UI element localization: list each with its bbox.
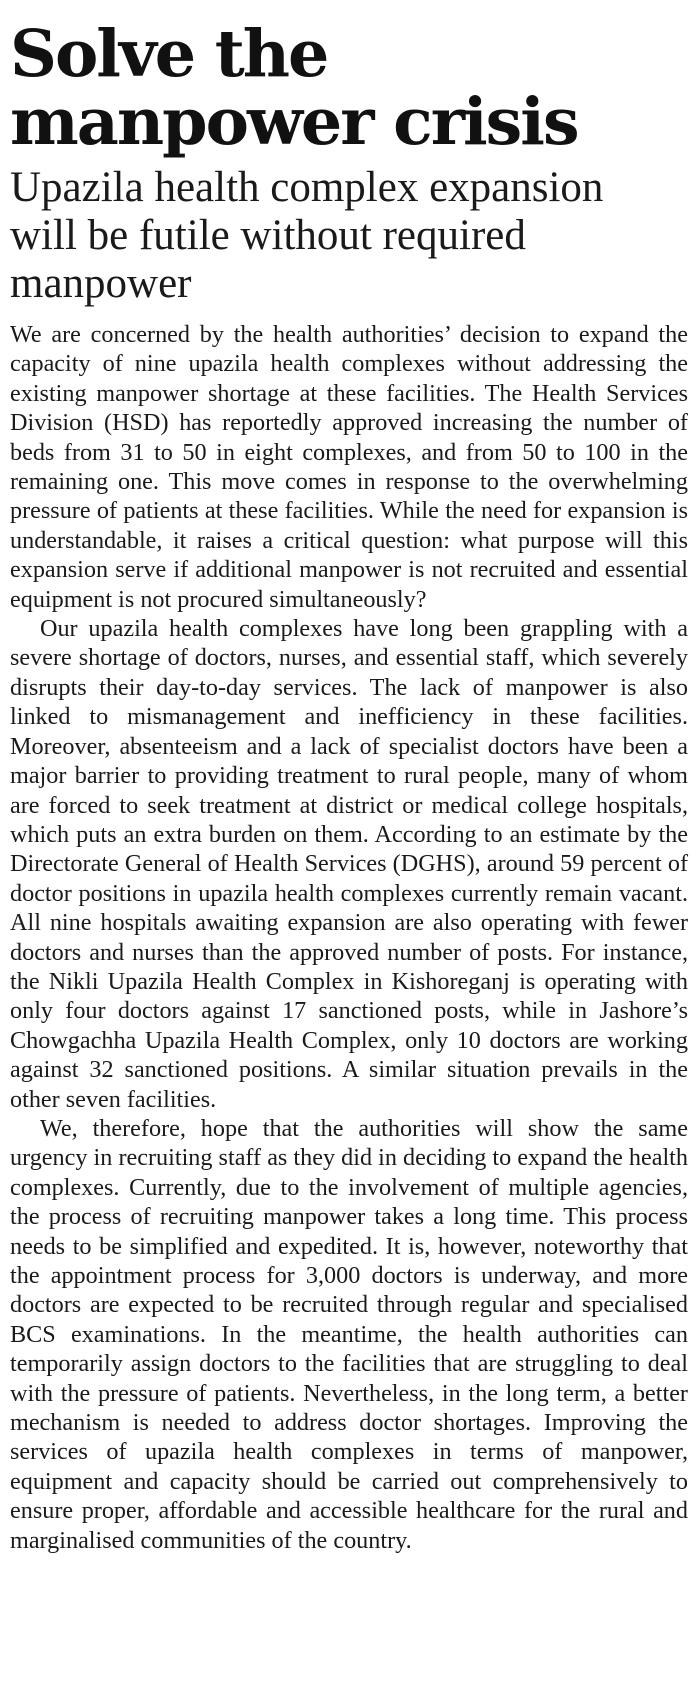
article-body bbox=[10, 320, 688, 1555]
body-paragraph: We are concerned by the health authorities’ decision to expand the capacity of nine upazila health complexes without addressing the existing manpower shortage at these facilities. The Health Services Division (HSD) has reportedly approved increasing the number of beds from 31 to 50 in eight complexes, and from 50 to 100 in the remaining one. This move comes in response to the overwhelming pressure of patients at these facilities. While the need for expansion is understandable, it raises a critical question: what purpose will this expansion serve if additional manpower is not recruited and essential equipment is not procured simultaneously? bbox=[10, 321, 688, 613]
body-paragraph: Our upazila health complexes have long been grappling with a severe shortage of doctors, nurses, and essential staff, which severely disrupts their day-to-day services. The lack of manpower is also linked to mismanagement and inefficiency in these facilities. Moreover, absenteeism and a lack of specialist doctors have been a major barrier to providing treatment to rural people, many of whom are forced to seek treatment at district or medical college hospitals, which puts an extra burden on them. According to an estimate by the Directorate General of Health Services (DGHS), around 59 percent of doctor positions in upazila health complexes currently remain vacant. All nine hospitals awaiting expansion are also operating with fewer doctors and nurses than the approved number of posts. For instance, the Nikli Upazila Health Complex in Kishoreganj is operating with only four doctors against 17 sanctioned posts, while in Jashore’s Chowgachha Upazila Health Complex, only 10 doctors are working against 32 sanctioned positions. A similar situation prevails in the other seven facilities. bbox=[10, 615, 688, 1113]
editorial-article bbox=[10, 16, 688, 1555]
headline: Solve the manpower crisis bbox=[10, 16, 578, 160]
subheadline: Upazila health complex expansion will be futile without required manpower bbox=[10, 164, 604, 307]
body-paragraph: We, therefore, hope that the authorities will show the same urgency in recruiting staff as they did in deciding to expand the health complexes. Currently, due to the involvement of multiple agencies, the process of recruiting manpower takes a long time. This process needs to be simplified and expedited. It is, however, noteworthy that the appointment process for 3,000 doctors is underway, and more doctors are expected to be recruited through regular and specialised BCS examinations. In the meantime, the health authorities can temporarily assign doctors to the facilities that are struggling to deal with the pressure of patients. Nevertheless, in the long term, a better mechanism is needed to address doctor shortages. Improving the services of upazila health complexes in terms of manpower, equipment and capacity should be carried out comprehensively to ensure proper, affordable and accessible healthcare for the rural and marginalised communities of the country. bbox=[10, 1114, 688, 1554]
